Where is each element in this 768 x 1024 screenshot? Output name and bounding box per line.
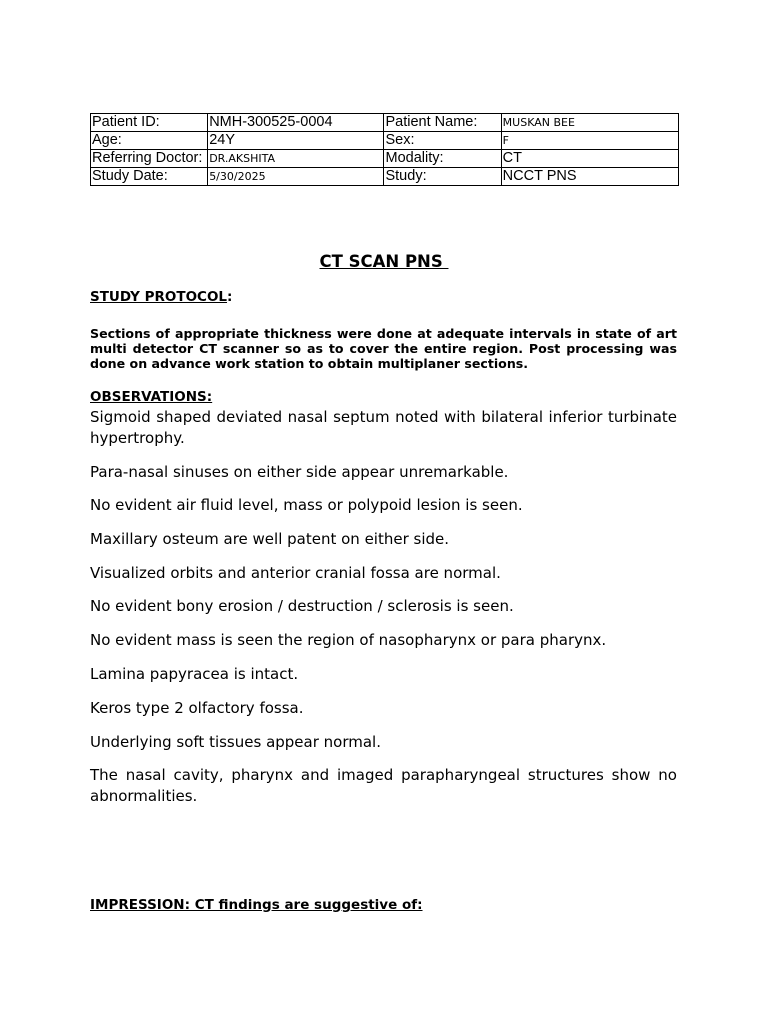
observation-item: Visualized orbits and anterior cranial fossa are normal. xyxy=(90,564,501,582)
observation-item: Maxillary osteum are well patent on either side. xyxy=(90,530,450,548)
observation-item: Sigmoid shaped deviated nasal septum noted with bilateral inferior turbinate hypertrophy. xyxy=(90,408,677,447)
study-date-label: Study Date: xyxy=(91,168,208,186)
modality-label: Modality: xyxy=(384,150,501,168)
study-value: NCCT PNS xyxy=(501,168,678,186)
study-date-value: 5/30/2025 xyxy=(208,168,384,186)
observation-item: No evident air fluid level, mass or polypoid lesion is seen. xyxy=(90,496,523,514)
patient-name-value: MUSKAN BEE xyxy=(501,114,678,132)
patient-id-label: Patient ID: xyxy=(91,114,208,132)
study-protocol-heading-text: STUDY PROTOCOL xyxy=(90,289,228,305)
observation-item: Keros type 2 olfactory fossa. xyxy=(90,699,304,717)
table-row xyxy=(91,132,679,150)
observation-item: Underlying soft tissues appear normal. xyxy=(90,733,381,751)
study-protocol-colon: : xyxy=(227,289,233,305)
observations-heading: OBSERVATIONS: xyxy=(90,389,213,405)
age-label: Age: xyxy=(91,132,208,150)
observation-item: No evident bony erosion / destruction / sclerosis is seen. xyxy=(90,597,514,615)
report-title xyxy=(0,252,768,271)
impression-heading: IMPRESSION: CT findings are suggestive of: xyxy=(90,897,423,913)
study-protocol-text: Sections of appropriate thickness were done at adequate intervals in state of art multi detector CT scanner so as to cover the entire region. Post processing was done on advance work station to obtain multiplaner sections. xyxy=(90,326,677,371)
observation-item: The nasal cavity, pharynx and imaged parapharyngeal structures show no abnormalities. xyxy=(90,766,677,805)
report-title-text: CT SCAN PNS xyxy=(319,252,449,271)
study-label: Study: xyxy=(384,168,501,186)
table-row xyxy=(91,114,679,132)
patient-id-value: NMH-300525-0004 xyxy=(208,114,384,132)
patient-info-table xyxy=(90,113,679,186)
study-protocol-heading xyxy=(90,289,232,305)
table-row xyxy=(91,168,679,186)
referring-doctor-label: Referring Doctor: xyxy=(91,150,208,168)
observation-item: Para-nasal sinuses on either side appear unremarkable. xyxy=(90,463,509,481)
sex-label: Sex: xyxy=(384,132,501,150)
observation-item: No evident mass is seen the region of nasopharynx or para pharynx. xyxy=(90,631,607,649)
referring-doctor-value: DR.AKSHITA xyxy=(208,150,384,168)
sex-value: F xyxy=(501,132,678,150)
patient-name-label: Patient Name: xyxy=(384,114,501,132)
observation-item: Lamina papyracea is intact. xyxy=(90,665,299,683)
modality-value: CT xyxy=(501,150,678,168)
age-value: 24Y xyxy=(208,132,384,150)
table-row xyxy=(91,150,679,168)
